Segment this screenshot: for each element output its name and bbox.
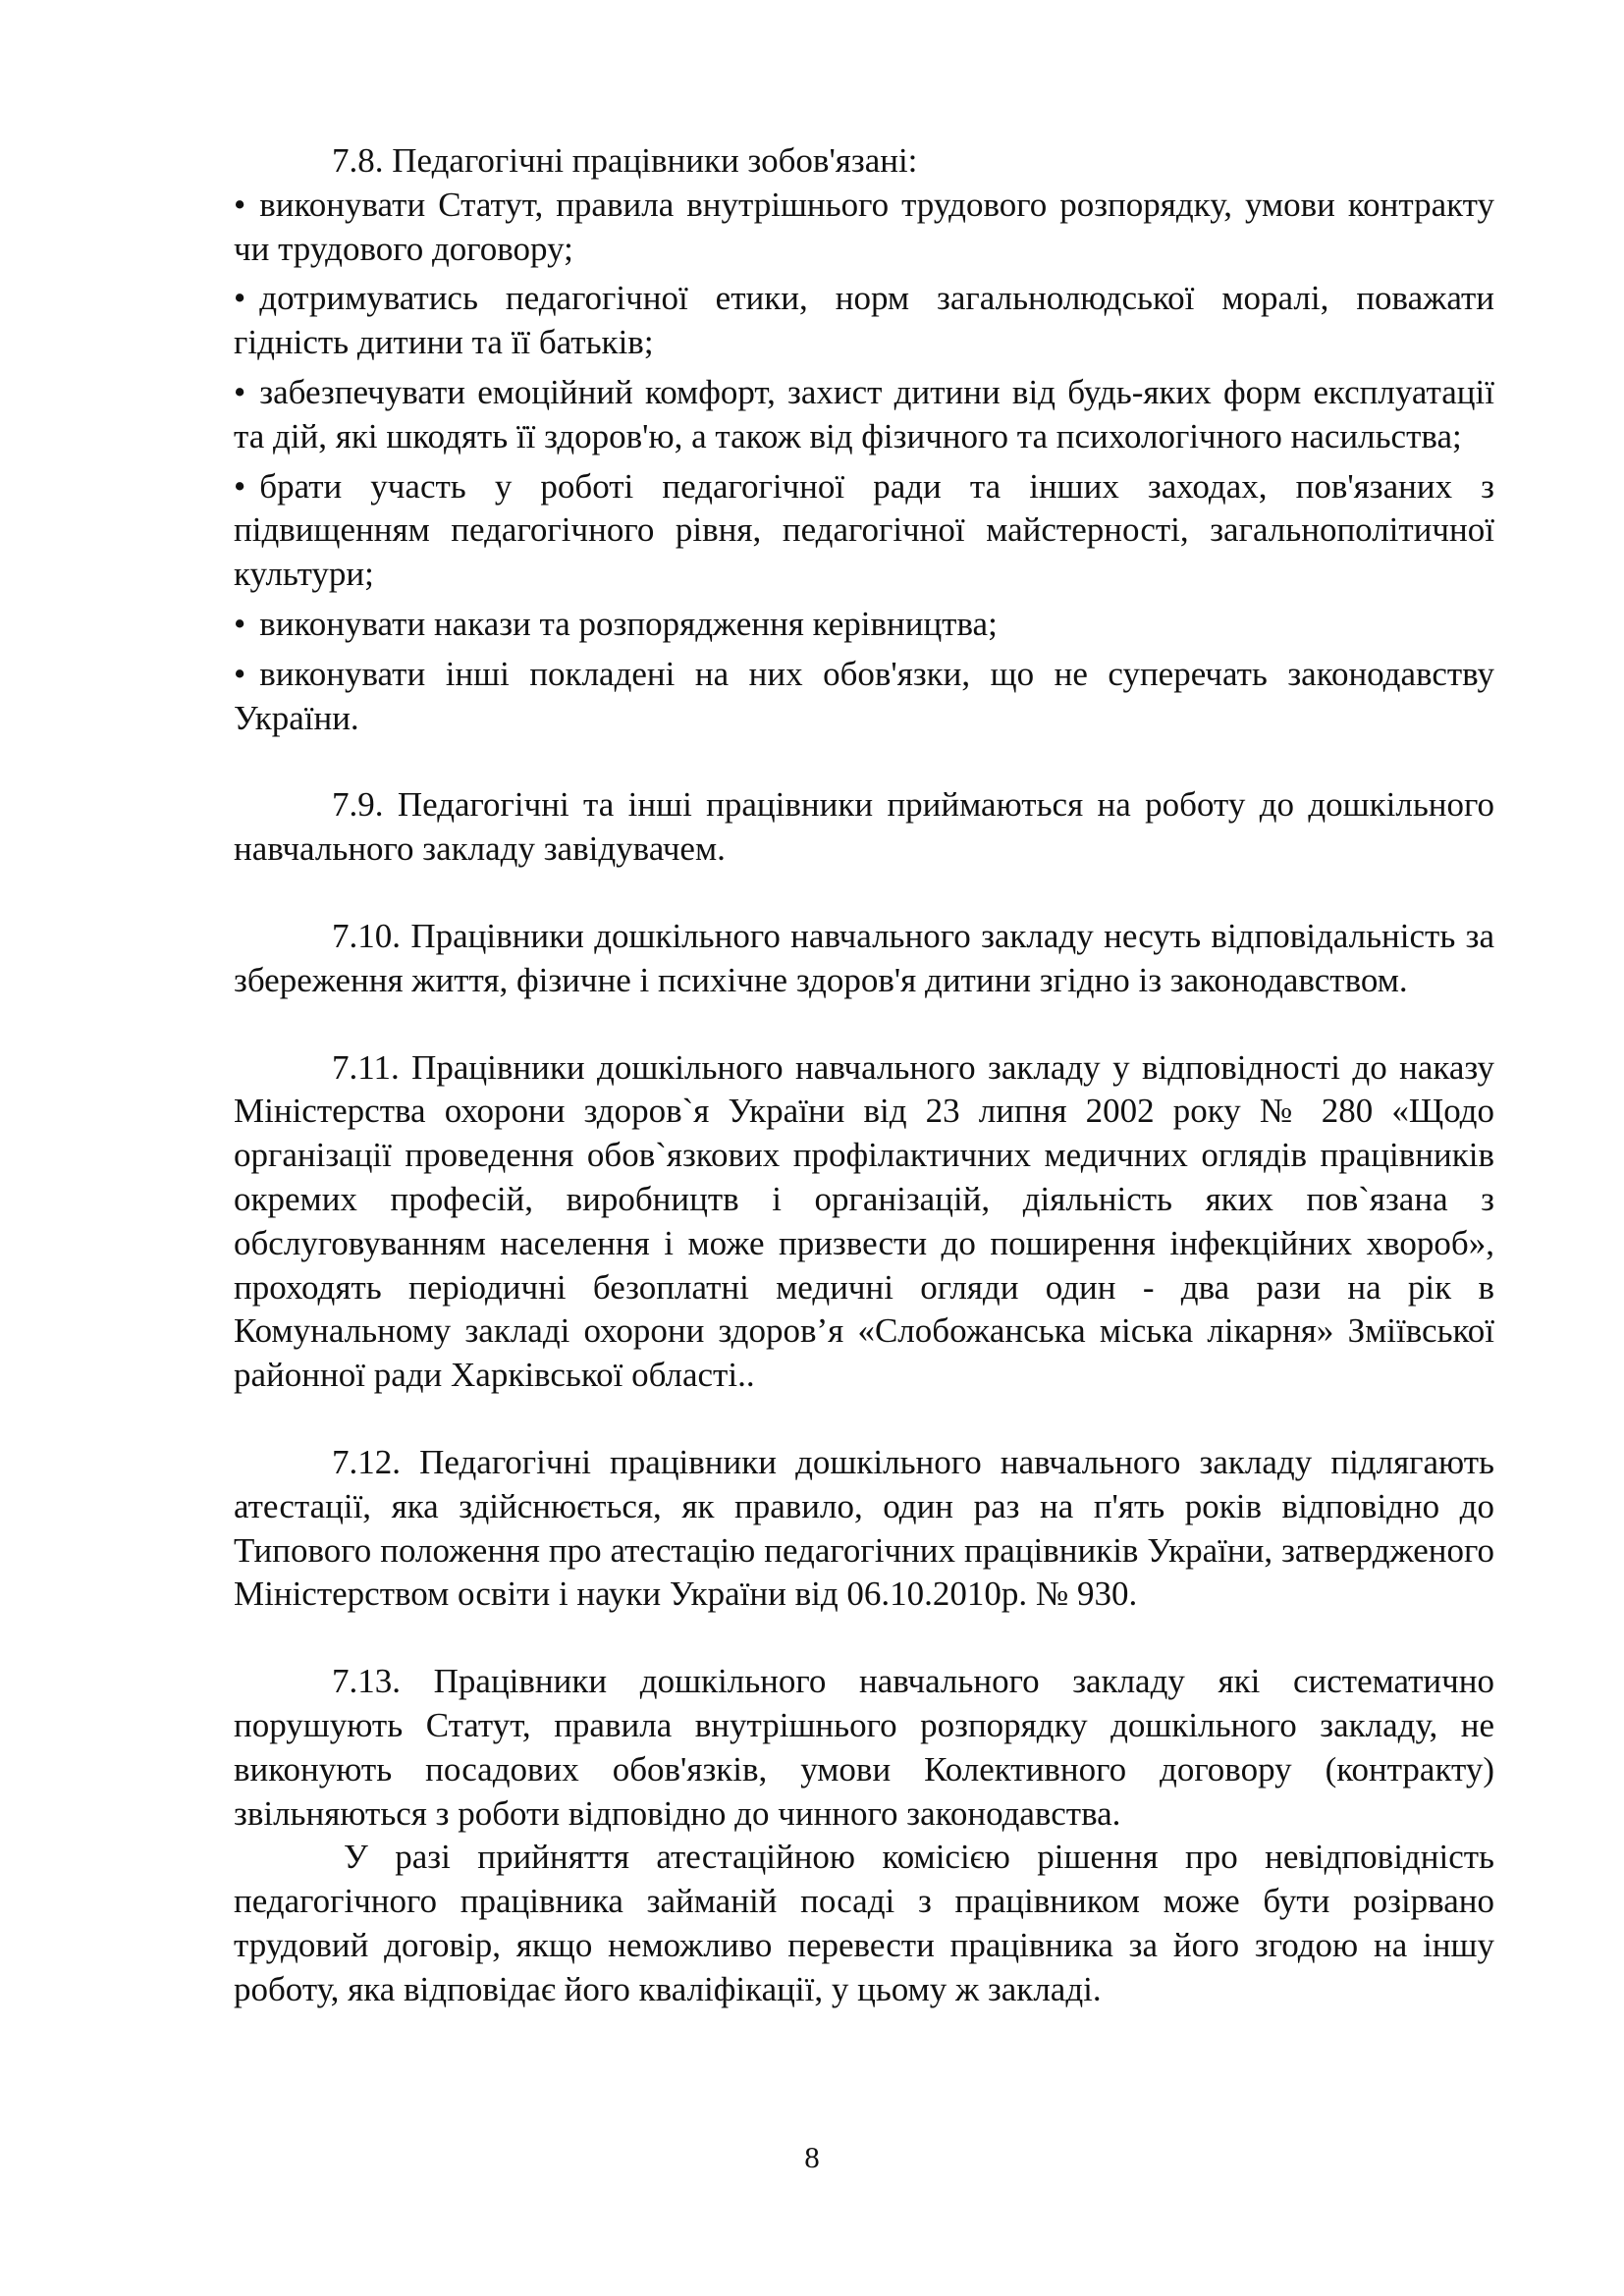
list-item (234, 371, 1494, 459)
list-item (234, 465, 1494, 597)
list-item (234, 603, 1494, 647)
section-7-9: 7.9. Педагогічні та інші працівники приймаються на роботу до дошкільного навчального закладу завідувачем. (234, 785, 1494, 869)
bullet-icon: • (234, 466, 246, 506)
section-7-11: 7.11. Працівники дошкільного навчального закладу у відповідності до наказу Міністерства охорони здоров`я України від 23 липня 2002 року № 280 «Щодо організації проведення обов`язкових профілактичних медичних оглядів працівників окремих професій, виробництв і організацій, діяльність яких пов`язана з обслуговуванням населення і може призвести до поширення інфекційних хвороб», проходять періодичні безоплатні медичні огляди один - два рази на рік в Комунальному закладі охорони здоров’я «Слобожанська міська лікарня» Зміївської районної ради Харківської області.. (234, 1047, 1494, 1395)
section-7-13-continuation: У разі прийняття атестаційною комісією рішення про невідповідність педагогічного працівника займаній посаді з працівником може бути розірвано трудовий договір, якщо неможливо перевести працівника за його згодою на іншу роботу, яка відповідає його кваліфікації, у цьому ж закладі. (234, 1838, 1494, 2008)
list-item-text: виконувати Статут, правила внутрішнього трудового розпорядку, умови контракту чи трудового договору; (234, 185, 1494, 268)
list-item-text: виконувати накази та розпорядження керівництва; (259, 604, 998, 643)
list-item (234, 653, 1494, 741)
list-item-text: забезпечувати емоційний комфорт, захист дитини від будь-яких форм експлуатації та дій, які шкодять її здоров'ю, а також від фізичного та психологічного насильства; (234, 372, 1494, 455)
bullet-icon: • (234, 279, 246, 318)
section-7-8-heading: 7.8. Педагогічні працівники зобов'язані: (332, 141, 918, 180)
section-7-12: 7.12. Педагогічні працівники дошкільного навчального закладу підлягають атестації, яка здійснюється, як правило, один раз на п'ять років відповідно до Типового положення про атестацію педагогічних працівників України, затвердженого Міністерством освіти і науки України від 06.10.2010р. № 930. (234, 1442, 1494, 1614)
list-item-text: виконувати інші покладені на них обов'язки, що не суперечать законодавству України. (234, 654, 1494, 737)
list-item-text: дотримуватись педагогічної етики, норм загальнолюдської моралі, поважати гідність дитини та її батьків; (234, 279, 1494, 362)
list-item (234, 277, 1494, 365)
bullet-icon: • (234, 185, 246, 224)
bullet-icon: • (234, 604, 246, 643)
page-number: 8 (804, 2140, 820, 2174)
list-item (234, 184, 1494, 272)
section-7-10: 7.10. Працівники дошкільного навчального закладу несуть відповідальність за збереження життя, фізичне і психічне здоров'я дитини згідно із законодавством. (234, 916, 1494, 999)
bullet-icon: • (234, 372, 246, 411)
list-item-text: брати участь у роботі педагогічної ради та інших заходах, пов'язаних з підвищенням педагогічного рівня, педагогічної майстерності, загальнополітичної культури; (234, 466, 1494, 594)
section-7-13: 7.13. Працівники дошкільного навчального закладу які систематично порушують Статут, правила внутрішнього розпорядку дошкільного закладу, не виконують посадових обов'язків, умови Колективного договору (контракту) звільняються з роботи відповідно до чинного законодавства. (234, 1662, 1494, 1833)
bullet-icon: • (234, 654, 246, 693)
